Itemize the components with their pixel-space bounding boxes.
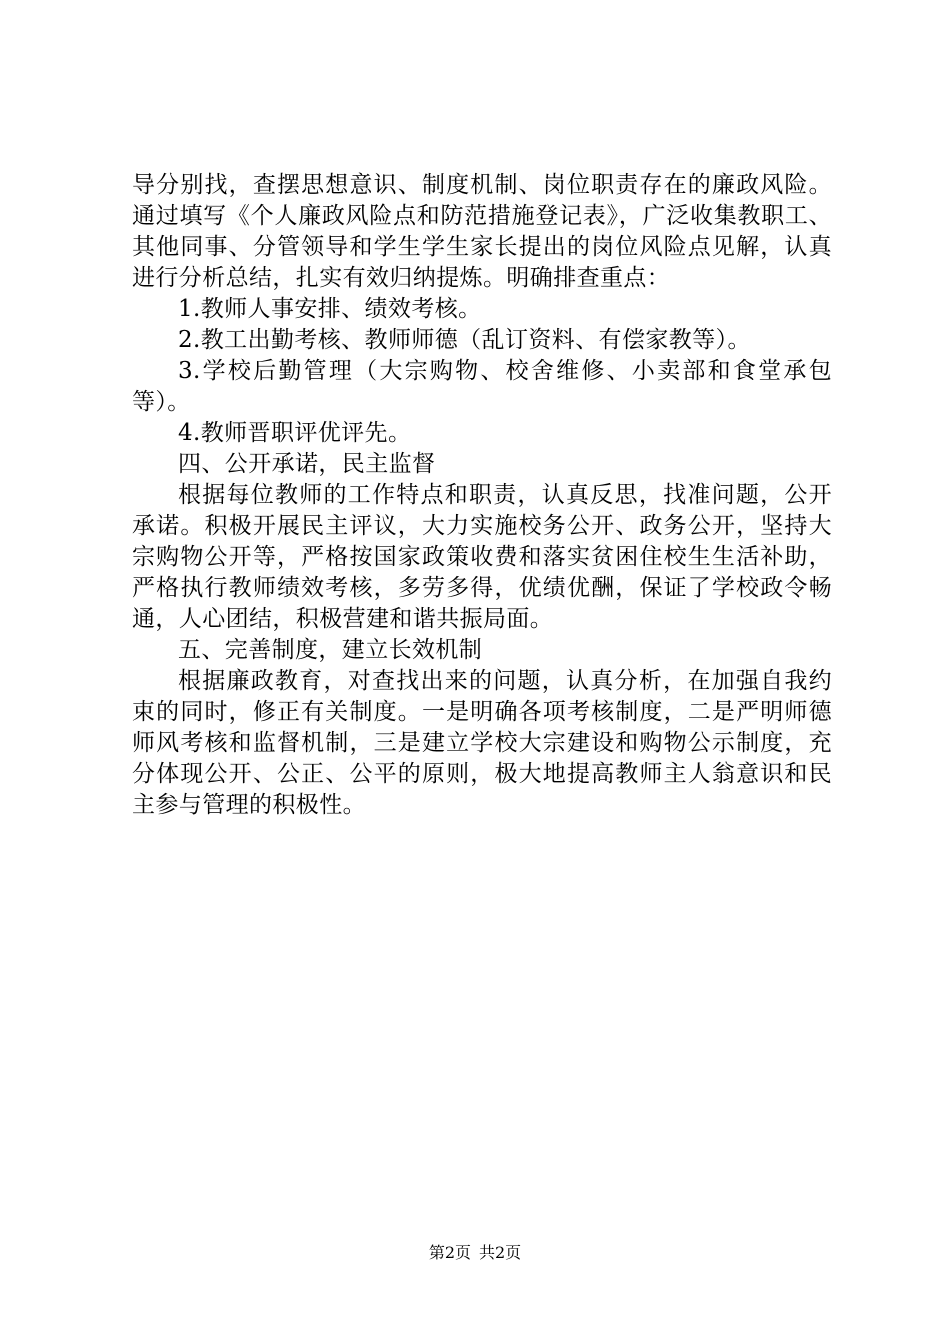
list-item-promotion: 4.教师晋职评优评先。 [178,420,412,446]
paragraph-system: 根据廉政教育，对查找出来的问题，认真分析，在加强自我约束的同时，修正有关制度。一是明确各项考核制度，二是严明师德师风考核和监督机制，三是建立学校大宗建设和购物公示制度，充分体现公开、公正、公平的原则，极大地提高教师主人翁意识和民主参与管理的积极性。 [132,668,832,818]
document-body [132,170,832,821]
page-footer [0,1243,950,1263]
page-total: 共2页 [479,1243,522,1262]
list-item-attendance: 2.教工出勤考核、教师师德（乱订资料、有偿家教等）。 [178,327,751,353]
list-item-logistics: 3.学校后勤管理（大宗购物、校舍维修、小卖部和食堂承包等）。 [132,358,832,415]
list-item-personnel: 1.教师人事安排、绩效考核。 [178,296,482,322]
page-number: 第2页 [428,1243,471,1262]
paragraph-risk-check: 导分别找，查摆思想意识、制度机制、岗位职责存在的廉政风险。通过填写《个人廉政风险点和防范措施登记表》，广泛收集教职工、其他同事、分管领导和学生学生家长提出的岗位风险点见解，认真进行分析总结，扎实有效归纳提炼。明确排查重点： [132,172,832,291]
section-heading-5: 五、完善制度，建立长效机制 [178,637,483,663]
paragraph-commitment: 根据每位教师的工作特点和职责，认真反思，找准问题，公开承诺。积极开展民主评议，大力实施校务公开、政务公开，坚持大宗购物公开等，严格按国家政策收费和落实贫困住校生生活补助，严格执行教师绩效考核，多劳多得，优绩优酬，保证了学校政令畅通，人心团结，积极营建和谐共振局面。 [132,482,832,632]
section-heading-4: 四、公开承诺，民主监督 [178,451,436,477]
